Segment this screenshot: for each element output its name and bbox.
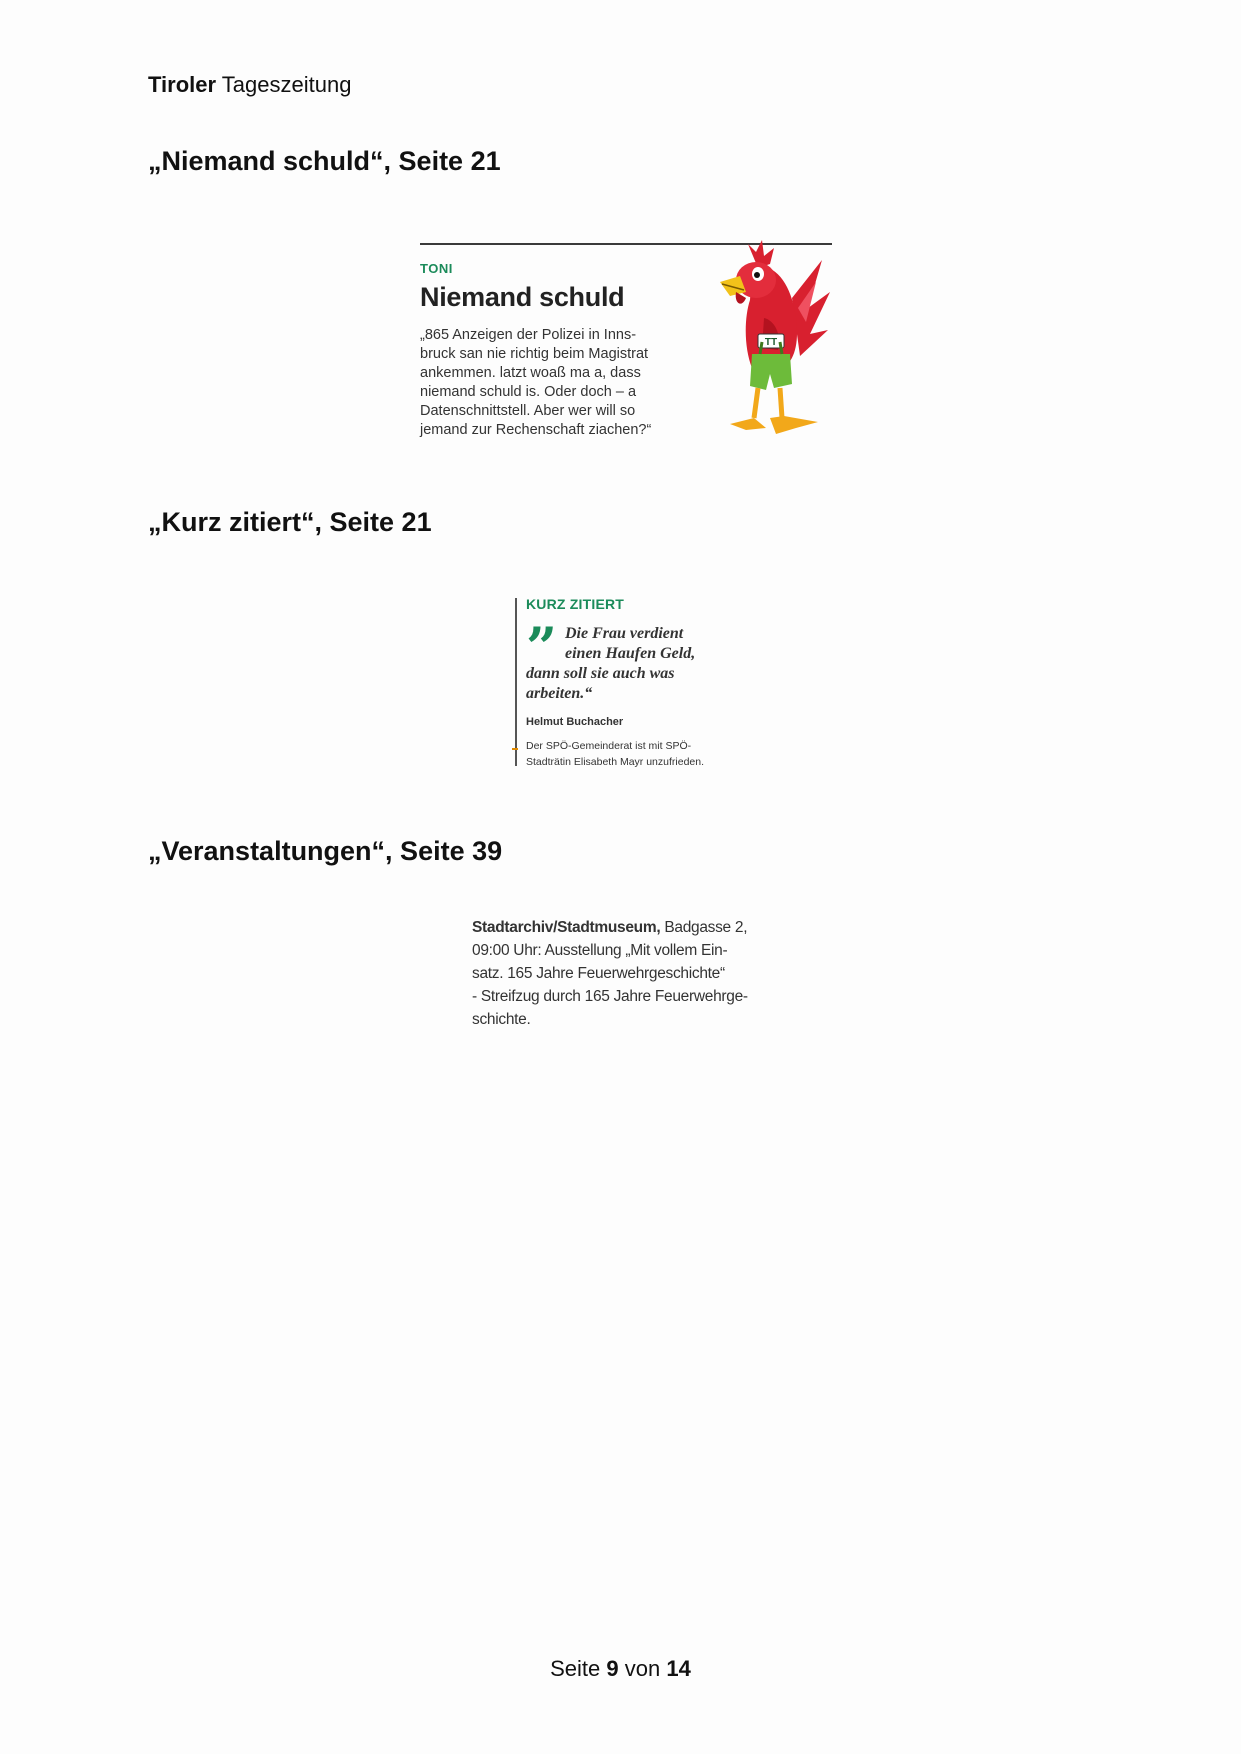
event-address: Badgasse 2,	[660, 919, 748, 936]
quote-author: Helmut Buchacher	[526, 716, 624, 728]
publication-name-regular: Tageszeitung	[221, 72, 352, 97]
clipping-kurz-zitiert	[512, 596, 732, 772]
body-line: bruck san nie richtig beim Magistrat	[420, 346, 649, 362]
event-line: 09:00 Uhr: Ausstellung „Mit vollem Ein-	[472, 942, 728, 959]
quote-line: einen Haufen Geld,	[565, 645, 696, 662]
publication-header	[148, 72, 351, 98]
quote-line: Die Frau verdient	[565, 625, 684, 642]
event-text	[472, 916, 768, 1031]
mascot-badge-text: TT	[764, 337, 778, 348]
section-heading-veranstaltungen: „Veranstaltungen“, Seite 39	[148, 836, 503, 866]
event-line-first	[472, 916, 768, 939]
event-line: schichte.	[472, 1011, 531, 1028]
clipping-marker	[512, 748, 518, 750]
footer-total-pages: 14	[666, 1656, 691, 1681]
page-number-footer	[0, 1656, 1241, 1682]
rooster-mascot-illustration	[700, 238, 834, 444]
footer-middle: von	[624, 1656, 661, 1681]
clipping-body	[420, 326, 690, 440]
event-venue: Stadtarchiv/Stadtmuseum,	[472, 919, 661, 936]
clipping-kicker: TONI	[420, 261, 453, 276]
body-line: „865 Anzeigen der Polizei in Inns-	[420, 327, 637, 343]
quote-caption	[526, 738, 704, 770]
event-line: satz. 165 Jahre Feuerwehrgeschichte“	[472, 965, 725, 982]
body-line: Datenschnittstell. Aber wer will so	[420, 403, 636, 419]
body-line: ankemmen. latzt woaß ma a, dass	[420, 365, 641, 381]
footer-prefix: Seite	[550, 1656, 601, 1681]
body-line: niemand schuld is. Oder doch – a	[420, 384, 637, 400]
clipping-veranstaltungen	[472, 916, 768, 1036]
footer-current-page: 9	[606, 1656, 619, 1681]
clipping-left-rule	[515, 598, 517, 766]
publication-name-bold: Tiroler	[148, 72, 217, 97]
quote-mark-icon: ”	[526, 615, 558, 679]
caption-line: Der SPÖ-Gemeinderat ist mit SPÖ-	[526, 740, 692, 752]
section-heading-kurz-zitiert: „Kurz zitiert“, Seite 21	[148, 507, 432, 537]
clipping-niemand-schuld	[418, 238, 834, 444]
caption-line: Stadträtin Elisabeth Mayr unzufrieden.	[526, 756, 705, 768]
quote-text	[526, 624, 726, 704]
event-line: - Streifzug durch 165 Jahre Feuerwehrge-	[472, 988, 748, 1005]
clipping-kicker: KURZ ZITIERT	[526, 596, 625, 612]
quote-line: dann soll sie auch was	[526, 665, 675, 682]
quote-line: arbeiten.“	[526, 685, 593, 702]
clipping-title: Niemand schuld	[420, 282, 625, 312]
section-heading-niemand-schuld: „Niemand schuld“, Seite 21	[148, 146, 501, 176]
body-line: jemand zur Rechenschaft ziachen?“	[420, 422, 652, 438]
